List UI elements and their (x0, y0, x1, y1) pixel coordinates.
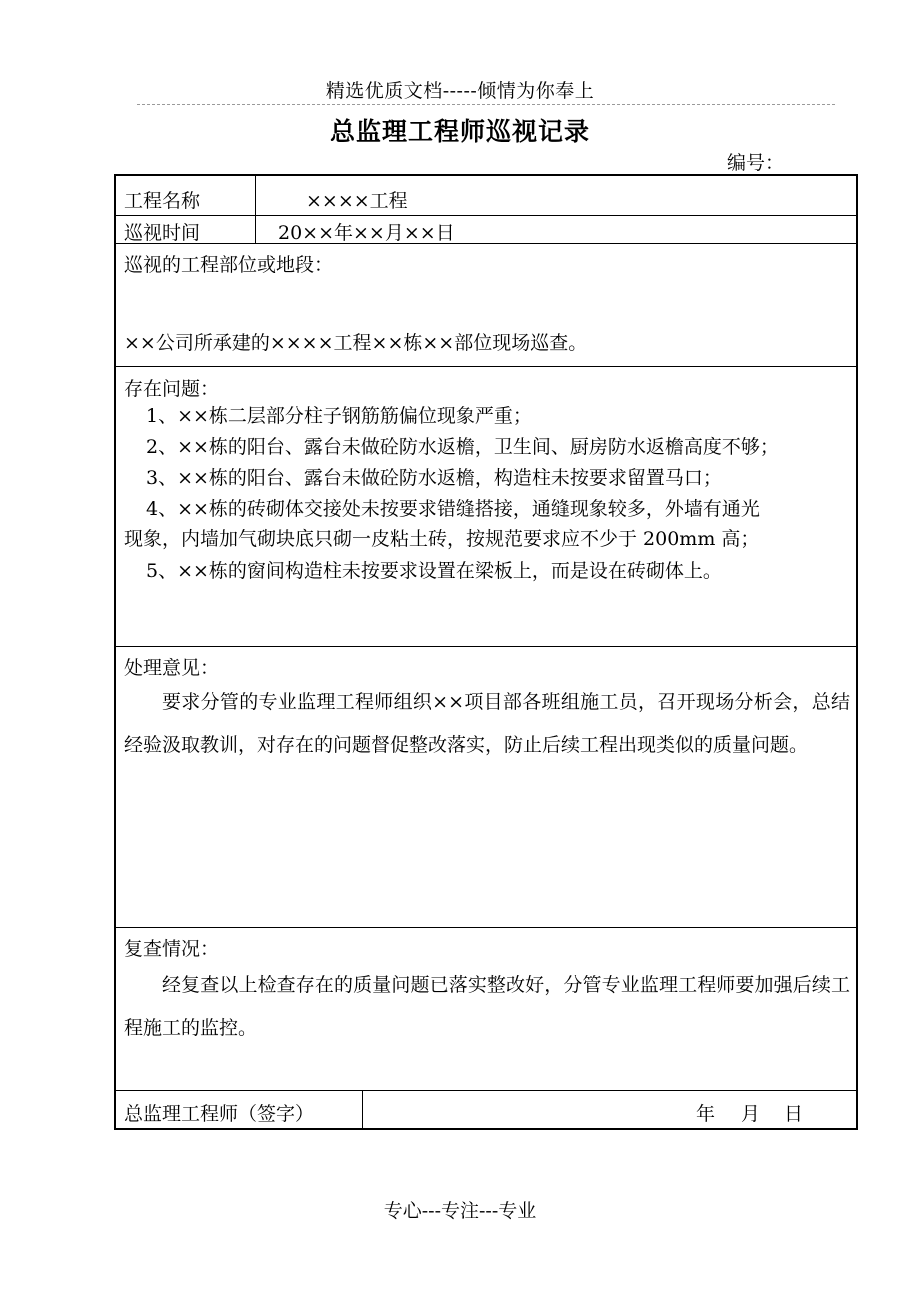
review-label: 复查情况： (124, 938, 220, 960)
row-divider (116, 1090, 856, 1091)
column-divider (255, 176, 256, 243)
signature-label: 总监理工程师（签字） (124, 1103, 315, 1125)
row-divider (116, 646, 856, 647)
inspection-record-table (114, 174, 858, 1130)
signature-year: 年 (696, 1103, 716, 1125)
issue-item: 5、××栋的窗间构造柱未按要求设置在梁板上，而是设在砖砌体上。 (146, 560, 722, 582)
project-name-value: ××××工程 (306, 190, 408, 212)
footer-slogan: 专心---专注---专业 (383, 1200, 537, 1222)
issues-label: 存在问题： (124, 378, 220, 400)
row-divider (116, 243, 856, 244)
location-label: 巡视的工程部位或地段： (124, 254, 334, 276)
signature-month: 月 (741, 1103, 761, 1125)
document-title: 总监理工程师巡视记录 (329, 117, 590, 146)
header-banner: 精选优质文档-----倾情为你奉上 (325, 80, 595, 102)
review-content: 经复查以上检查存在的质量问题已落实整改好，分管专业监理工程师要加强后续工程施工的监控。 (124, 974, 850, 1039)
issue-item: 2、××栋的阳台、露台未做砼防水返檐，卫生间、厨房防水返檐高度不够； (146, 436, 779, 458)
handling-content: 要求分管的专业监理工程师组织××项目部各班组施工员，召开现场分析会，总结经验汲取教训，对存在的问题督促整改落实，防止后续工程出现类似的质量问题。 (124, 691, 850, 756)
serial-number-label: 编号： (727, 152, 785, 174)
signature-day: 日 (784, 1103, 804, 1125)
issue-item: 现象，内墙加气砌块底只砌一皮粘土砖，按规范要求应不少于 200mm 高； (124, 528, 760, 550)
inspection-time-label: 巡视时间 (124, 222, 201, 244)
issue-item: 4、××栋的砖砌体交接处未按要求错缝搭接，通缝现象较多，外墙有通光 (146, 498, 760, 520)
issue-item: 1、××栋二层部分柱子钢筋筋偏位现象严重； (146, 405, 532, 427)
inspection-time-value: 20××年××月××日 (278, 222, 455, 244)
row-divider (116, 366, 856, 367)
handling-label: 处理意见： (124, 657, 220, 679)
row-divider (116, 215, 856, 216)
issue-item: 3、××栋的阳台、露台未做砼防水返檐，构造柱未按要求留置马口； (146, 467, 722, 489)
column-divider (362, 1090, 363, 1128)
location-content: ××公司所承建的××××工程××栋××部位现场巡查。 (124, 332, 588, 354)
project-name-label: 工程名称 (124, 190, 201, 212)
header-divider (137, 104, 835, 105)
row-divider (116, 927, 856, 928)
